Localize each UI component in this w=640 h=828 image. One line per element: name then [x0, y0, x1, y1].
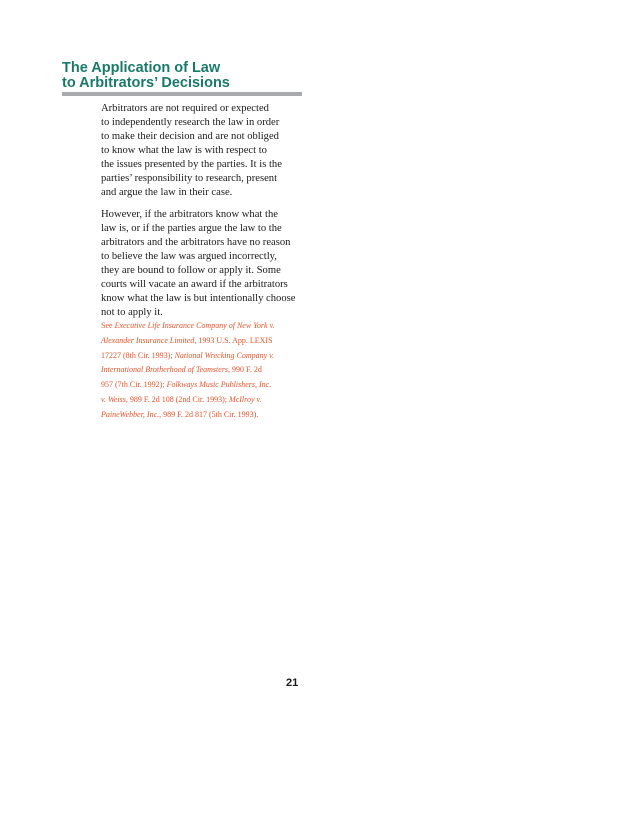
citation-text: See	[101, 321, 115, 330]
citation-line	[101, 378, 311, 393]
paragraph	[101, 208, 306, 320]
citation-case-name: Folkways Music Publishers, Inc.	[166, 380, 272, 390]
citation-line	[101, 393, 311, 408]
citation-line	[101, 319, 311, 334]
citation-text: 957 (7th Cir. 1992);	[101, 380, 167, 390]
citation-case-name: International Brotherhood of Teamsters	[101, 365, 229, 375]
text-line: and argue the law in their case.	[101, 187, 233, 198]
citation-case-name: PaineWebber, Inc.	[101, 409, 160, 419]
citation-text: , 1993 U.S. App. LEXIS	[194, 335, 273, 345]
citation-text: , 990 F. 2d	[228, 365, 262, 375]
text-line: to believe the law was argued incorrectly,	[101, 251, 277, 262]
citation-text: , 989 F. 2d 108 (2nd Cir. 1993);	[125, 394, 230, 404]
page-title-line: The Application of Law	[62, 60, 221, 76]
text-line: However, if the arbitrators know what the	[101, 209, 278, 220]
citation-case-name: McIlroy v.	[229, 394, 262, 404]
citation-line	[101, 334, 311, 349]
text-line: law is, or if the parties argue the law to the	[101, 223, 282, 234]
citation-case-name: Executive Life Insurance Company of New York v.	[114, 321, 275, 330]
text-line: Arbitrators are not required or expected	[101, 103, 269, 114]
paragraph	[101, 102, 306, 200]
citation-case-name: v. Weiss	[101, 394, 126, 404]
text-line: not to apply it.	[101, 307, 163, 318]
case-citation	[101, 319, 311, 423]
heading-divider	[62, 92, 302, 96]
text-line: courts will vacate an award if the arbitrators	[101, 279, 288, 290]
citation-line	[101, 363, 311, 378]
body-text	[101, 102, 306, 320]
text-line: parties’ responsibility to research, present	[101, 173, 278, 184]
citation-case-name: National Wrecking Company v.	[174, 350, 275, 360]
citation-case-name: Alexander Insurance Limited	[101, 335, 195, 345]
text-line: know what the law is but intentionally choose	[101, 293, 296, 304]
page-title	[62, 61, 230, 91]
page-title-line: to Arbitrators’ Decisions	[62, 75, 230, 91]
citation-text: 17227 (8th Cir. 1993);	[101, 350, 175, 360]
page-number: 21	[286, 677, 299, 689]
text-line: they are bound to follow or apply it. Some	[101, 265, 281, 276]
text-line: to make their decision and are not obliged	[101, 131, 279, 142]
text-line: to independently research the law in order	[101, 117, 280, 128]
text-line: arbitrators and the arbitrators have no reason	[101, 237, 291, 248]
text-line: to know what the law is with respect to	[101, 145, 267, 156]
citation-text: , 989 F. 2d 817 (5th Cir. 1993).	[159, 409, 259, 419]
text-line: the issues presented by the parties. It is the	[101, 159, 282, 170]
citation-line	[101, 408, 311, 423]
citation-line	[101, 349, 311, 364]
